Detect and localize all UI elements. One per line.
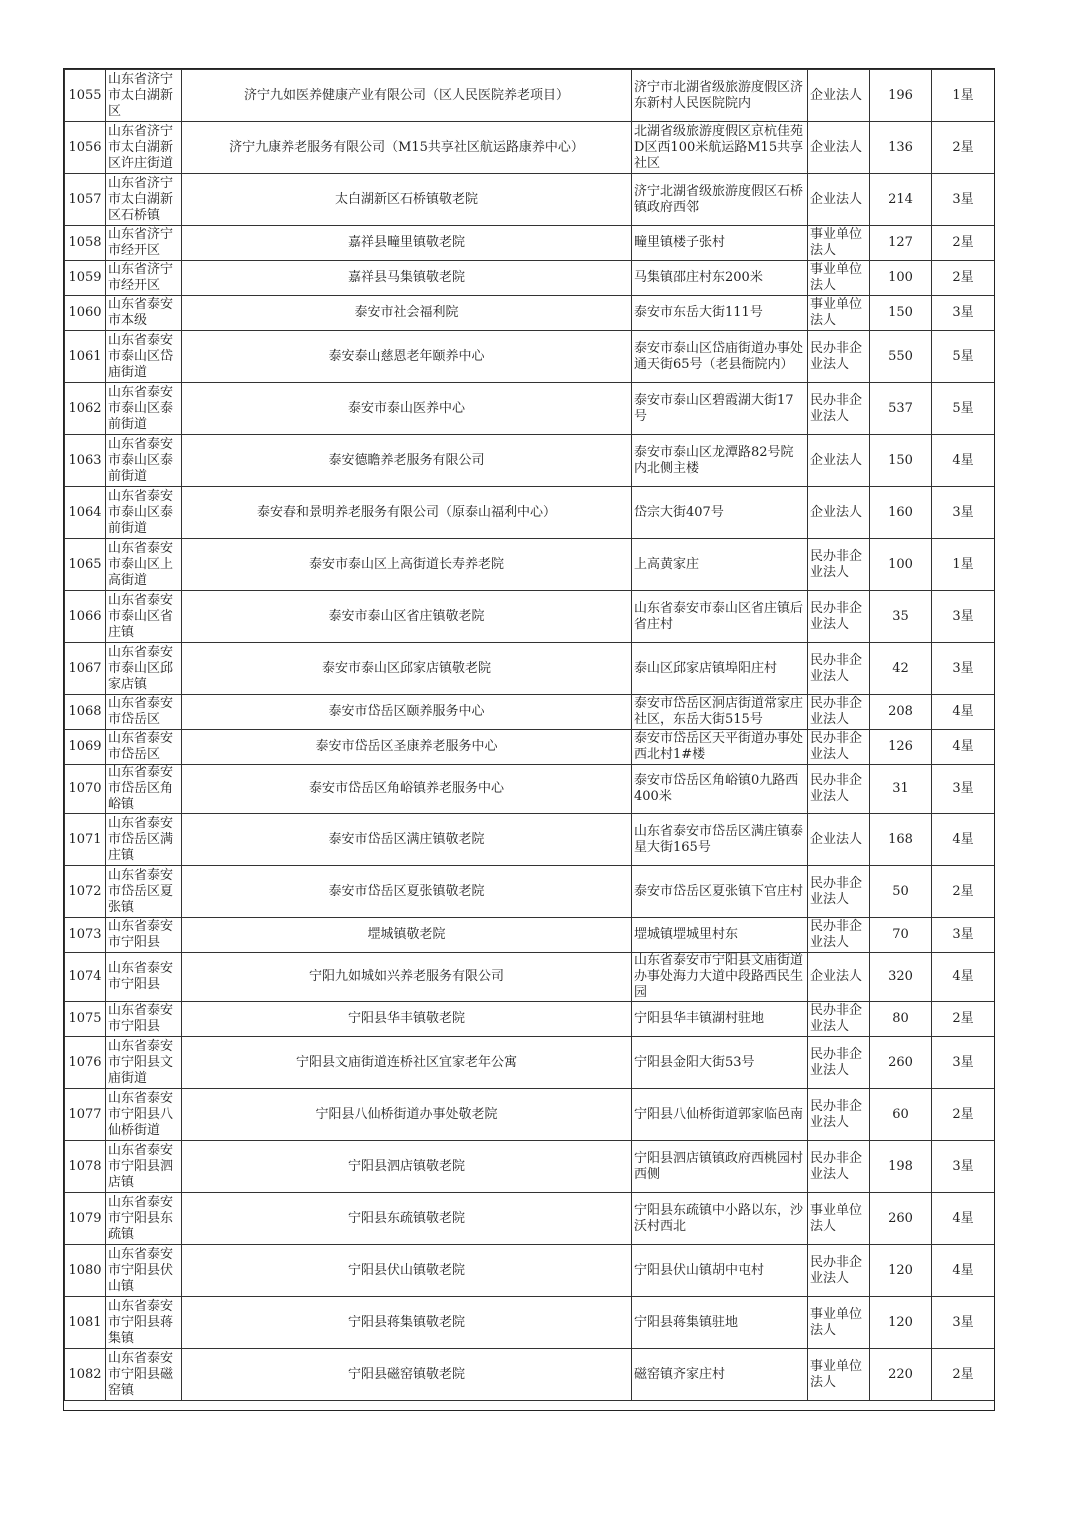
row-number: 1066 (65, 591, 106, 643)
row-institution-name: 宁阳县八仙桥街道办事处敬老院 (182, 1089, 632, 1141)
row-number: 1071 (65, 814, 106, 866)
row-number: 1079 (65, 1193, 106, 1245)
row-legal-type: 民办非企业法人 (808, 765, 870, 814)
table-row (65, 1193, 995, 1245)
row-number: 1056 (65, 122, 106, 174)
row-bed-count: 60 (870, 1089, 932, 1141)
row-star-rating: 4星 (932, 435, 995, 487)
row-number: 1064 (65, 487, 106, 539)
row-legal-type: 民办非企业法人 (808, 918, 870, 953)
table-row (65, 383, 995, 435)
table-row (65, 695, 995, 730)
row-number: 1082 (65, 1349, 106, 1401)
row-legal-type: 民办非企业法人 (808, 539, 870, 591)
row-legal-type: 民办非企业法人 (808, 591, 870, 643)
row-institution-name: 太白湖新区石桥镇敬老院 (182, 174, 632, 226)
row-institution-name: 泰安市岱岳区夏张镇敬老院 (182, 866, 632, 918)
row-institution-name: 泰安市泰山医养中心 (182, 383, 632, 435)
row-institution-name: 泰安市泰山区上高街道长寿养老院 (182, 539, 632, 591)
row-bed-count: 100 (870, 539, 932, 591)
row-bed-count: 214 (870, 174, 932, 226)
row-region: 山东省泰安市泰山区泰前街道 (106, 487, 182, 539)
table-row (65, 866, 995, 918)
row-region: 山东省泰安市宁阳县东疏镇 (106, 1193, 182, 1245)
row-star-rating: 3星 (932, 1037, 995, 1089)
row-star-rating: 4星 (932, 730, 995, 765)
institution-table (64, 69, 995, 1401)
row-bed-count: 100 (870, 261, 932, 296)
row-bed-count: 35 (870, 591, 932, 643)
row-number: 1059 (65, 261, 106, 296)
row-institution-name: 宁阳县磁窑镇敬老院 (182, 1349, 632, 1401)
row-region: 山东省泰安市岱岳区满庄镇 (106, 814, 182, 866)
row-address: 宁阳县泗店镇镇政府西桃园村西侧 (632, 1141, 808, 1193)
row-bed-count: 126 (870, 730, 932, 765)
table-row (65, 1089, 995, 1141)
table-row (65, 70, 995, 122)
row-region: 山东省泰安市岱岳区夏张镇 (106, 866, 182, 918)
row-region: 山东省泰安市岱岳区角峪镇 (106, 765, 182, 814)
row-legal-type: 民办非企业法人 (808, 1037, 870, 1089)
row-legal-type: 民办非企业法人 (808, 1089, 870, 1141)
row-address: 山东省泰安市宁阳县文庙街道办事处海力大道中段路西民生园 (632, 953, 808, 1002)
row-institution-name: 泰安市泰山区省庄镇敬老院 (182, 591, 632, 643)
row-star-rating: 2星 (932, 122, 995, 174)
table-row (65, 918, 995, 953)
row-region: 山东省济宁市太白湖新区石桥镇 (106, 174, 182, 226)
row-address: 泰安市岱岳区天平街道办事处西北村1#楼 (632, 730, 808, 765)
row-bed-count: 260 (870, 1193, 932, 1245)
row-star-rating: 2星 (932, 1002, 995, 1037)
row-number: 1058 (65, 226, 106, 261)
row-legal-type: 事业单位法人 (808, 1297, 870, 1349)
row-region: 山东省泰安市泰山区邱家店镇 (106, 643, 182, 695)
row-bed-count: 50 (870, 866, 932, 918)
row-number: 1057 (65, 174, 106, 226)
row-legal-type: 民办非企业法人 (808, 331, 870, 383)
row-star-rating: 3星 (932, 1141, 995, 1193)
row-address: 马集镇邵庄村东200米 (632, 261, 808, 296)
row-number: 1060 (65, 296, 106, 331)
table-row (65, 765, 995, 814)
row-institution-name: 宁阳县华丰镇敬老院 (182, 1002, 632, 1037)
row-number: 1068 (65, 695, 106, 730)
table-row (65, 487, 995, 539)
row-address: 泰安市岱岳区泂店街道常家庄社区，东岳大街515号 (632, 695, 808, 730)
row-number: 1069 (65, 730, 106, 765)
table-row (65, 261, 995, 296)
row-star-rating: 1星 (932, 70, 995, 122)
row-region: 山东省济宁市太白湖新区 (106, 70, 182, 122)
row-bed-count: 150 (870, 435, 932, 487)
row-star-rating: 4星 (932, 1193, 995, 1245)
row-legal-type: 企业法人 (808, 122, 870, 174)
row-region: 山东省泰安市宁阳县 (106, 918, 182, 953)
row-number: 1055 (65, 70, 106, 122)
row-number: 1065 (65, 539, 106, 591)
row-legal-type: 事业单位法人 (808, 1193, 870, 1245)
row-star-rating: 3星 (932, 918, 995, 953)
row-bed-count: 31 (870, 765, 932, 814)
row-star-rating: 2星 (932, 866, 995, 918)
row-institution-name: 泰安市岱岳区角峪镇养老服务中心 (182, 765, 632, 814)
row-number: 1063 (65, 435, 106, 487)
row-legal-type: 民办非企业法人 (808, 1141, 870, 1193)
row-region: 山东省泰安市宁阳县文庙街道 (106, 1037, 182, 1089)
row-address: 宁阳县八仙桥街道郭家临邑南 (632, 1089, 808, 1141)
row-region: 山东省泰安市宁阳县伏山镇 (106, 1245, 182, 1297)
row-bed-count: 150 (870, 296, 932, 331)
row-region: 山东省泰安市宁阳县 (106, 1002, 182, 1037)
table-row (65, 1141, 995, 1193)
row-star-rating: 3星 (932, 643, 995, 695)
row-legal-type: 事业单位法人 (808, 296, 870, 331)
row-address: 宁阳县东疏镇中小路以东，沙沃村西北 (632, 1193, 808, 1245)
row-address: 泰安市东岳大街111号 (632, 296, 808, 331)
row-star-rating: 2星 (932, 261, 995, 296)
row-star-rating: 3星 (932, 765, 995, 814)
row-star-rating: 3星 (932, 1297, 995, 1349)
row-region: 山东省泰安市宁阳县 (106, 953, 182, 1002)
table-row (65, 643, 995, 695)
row-number: 1078 (65, 1141, 106, 1193)
row-number: 1081 (65, 1297, 106, 1349)
table-row (65, 296, 995, 331)
row-bed-count: 80 (870, 1002, 932, 1037)
row-institution-name: 济宁九康养老服务有限公司（M15共享社区航运路康养中心） (182, 122, 632, 174)
row-star-rating: 2星 (932, 226, 995, 261)
row-institution-name: 宁阳县伏山镇敬老院 (182, 1245, 632, 1297)
row-number: 1074 (65, 953, 106, 1002)
row-institution-name: 宁阳县东疏镇敬老院 (182, 1193, 632, 1245)
row-bed-count: 537 (870, 383, 932, 435)
row-region: 山东省泰安市泰山区泰前街道 (106, 383, 182, 435)
row-legal-type: 民办非企业法人 (808, 695, 870, 730)
row-institution-name: 泰安市泰山区邱家店镇敬老院 (182, 643, 632, 695)
row-address: 泰安市泰山区碧霞湖大街17号 (632, 383, 808, 435)
row-number: 1072 (65, 866, 106, 918)
row-star-rating: 2星 (932, 1089, 995, 1141)
table-row (65, 814, 995, 866)
table-row (65, 1297, 995, 1349)
row-star-rating: 3星 (932, 174, 995, 226)
row-address: 泰安市岱岳区角峪镇0九路西400米 (632, 765, 808, 814)
row-bed-count: 220 (870, 1349, 932, 1401)
row-legal-type: 民办非企业法人 (808, 1002, 870, 1037)
row-bed-count: 70 (870, 918, 932, 953)
table-row (65, 122, 995, 174)
row-legal-type: 企业法人 (808, 953, 870, 1002)
table-row (65, 1349, 995, 1401)
row-region: 山东省泰安市岱岳区 (106, 730, 182, 765)
row-legal-type: 企业法人 (808, 70, 870, 122)
row-legal-type: 民办非企业法人 (808, 643, 870, 695)
row-address: 疃里镇楼子张村 (632, 226, 808, 261)
row-bed-count: 120 (870, 1297, 932, 1349)
row-number: 1067 (65, 643, 106, 695)
row-star-rating: 2星 (932, 1349, 995, 1401)
row-number: 1077 (65, 1089, 106, 1141)
row-bed-count: 160 (870, 487, 932, 539)
row-address: 宁阳县伏山镇胡中屯村 (632, 1245, 808, 1297)
row-number: 1080 (65, 1245, 106, 1297)
row-institution-name: 宁阳县蒋集镇敬老院 (182, 1297, 632, 1349)
row-address: 山东省泰安市岱岳区满庄镇泰星大街165号 (632, 814, 808, 866)
table-row (65, 435, 995, 487)
row-institution-name: 泰安泰山慈恩老年颐养中心 (182, 331, 632, 383)
row-bed-count: 196 (870, 70, 932, 122)
row-star-rating: 5星 (932, 331, 995, 383)
table-row (65, 174, 995, 226)
row-legal-type: 民办非企业法人 (808, 383, 870, 435)
row-region: 山东省济宁市太白湖新区许庄街道 (106, 122, 182, 174)
row-region: 山东省济宁市经开区 (106, 261, 182, 296)
row-legal-type: 企业法人 (808, 487, 870, 539)
row-bed-count: 42 (870, 643, 932, 695)
row-number: 1061 (65, 331, 106, 383)
table-row (65, 1037, 995, 1089)
row-institution-name: 泰安德瞻养老服务有限公司 (182, 435, 632, 487)
row-legal-type: 事业单位法人 (808, 226, 870, 261)
row-region: 山东省泰安市泰山区上高街道 (106, 539, 182, 591)
row-legal-type: 企业法人 (808, 814, 870, 866)
row-address: 堽城镇堽城里村东 (632, 918, 808, 953)
row-institution-name: 泰安市岱岳区颐养服务中心 (182, 695, 632, 730)
row-star-rating: 3星 (932, 487, 995, 539)
row-address: 岱宗大街407号 (632, 487, 808, 539)
row-institution-name: 济宁九如医养健康产业有限公司（区人民医院养老项目） (182, 70, 632, 122)
row-institution-name: 泰安市社会福利院 (182, 296, 632, 331)
row-institution-name: 泰安春和景明养老服务有限公司（原泰山福利中心） (182, 487, 632, 539)
row-institution-name: 泰安市岱岳区圣康养老服务中心 (182, 730, 632, 765)
table-row (65, 539, 995, 591)
row-address: 泰山区邱家店镇埠阳庄村 (632, 643, 808, 695)
row-star-rating: 3星 (932, 296, 995, 331)
row-bed-count: 168 (870, 814, 932, 866)
row-legal-type: 民办非企业法人 (808, 730, 870, 765)
row-region: 山东省泰安市宁阳县蒋集镇 (106, 1297, 182, 1349)
row-region: 山东省泰安市泰山区省庄镇 (106, 591, 182, 643)
table-row (65, 730, 995, 765)
row-star-rating: 5星 (932, 383, 995, 435)
row-institution-name: 堽城镇敬老院 (182, 918, 632, 953)
table-row (65, 953, 995, 1002)
row-address: 济宁市北湖省级旅游度假区济东新村人民医院院内 (632, 70, 808, 122)
table-row (65, 1002, 995, 1037)
row-address: 宁阳县华丰镇湖村驻地 (632, 1002, 808, 1037)
row-bed-count: 260 (870, 1037, 932, 1089)
row-address: 泰安市岱岳区夏张镇下官庄村 (632, 866, 808, 918)
row-number: 1062 (65, 383, 106, 435)
table-row (65, 226, 995, 261)
row-number: 1073 (65, 918, 106, 953)
table-row (65, 331, 995, 383)
row-legal-type: 事业单位法人 (808, 1349, 870, 1401)
row-region: 山东省泰安市岱岳区 (106, 695, 182, 730)
row-bed-count: 136 (870, 122, 932, 174)
row-institution-name: 嘉祥县疃里镇敬老院 (182, 226, 632, 261)
table-row (65, 1245, 995, 1297)
row-bed-count: 198 (870, 1141, 932, 1193)
row-address: 磁窑镇齐家庄村 (632, 1349, 808, 1401)
row-bed-count: 127 (870, 226, 932, 261)
table-row (65, 591, 995, 643)
row-number: 1070 (65, 765, 106, 814)
row-legal-type: 民办非企业法人 (808, 866, 870, 918)
row-region: 山东省泰安市本级 (106, 296, 182, 331)
row-bed-count: 120 (870, 1245, 932, 1297)
row-legal-type: 民办非企业法人 (808, 1245, 870, 1297)
row-star-rating: 4星 (932, 1245, 995, 1297)
row-star-rating: 3星 (932, 591, 995, 643)
row-address: 宁阳县金阳大街53号 (632, 1037, 808, 1089)
row-institution-name: 宁阳县泗店镇敬老院 (182, 1141, 632, 1193)
row-region: 山东省泰安市宁阳县磁窑镇 (106, 1349, 182, 1401)
row-number: 1076 (65, 1037, 106, 1089)
row-region: 山东省济宁市经开区 (106, 226, 182, 261)
row-star-rating: 4星 (932, 695, 995, 730)
row-legal-type: 事业单位法人 (808, 261, 870, 296)
row-bed-count: 320 (870, 953, 932, 1002)
row-bed-count: 208 (870, 695, 932, 730)
row-address: 济宁北湖省级旅游度假区石桥镇政府西邻 (632, 174, 808, 226)
row-star-rating: 1星 (932, 539, 995, 591)
row-number: 1075 (65, 1002, 106, 1037)
row-address: 泰安市泰山区龙潭路82号院内北侧主楼 (632, 435, 808, 487)
row-institution-name: 嘉祥县马集镇敬老院 (182, 261, 632, 296)
row-region: 山东省泰安市泰山区泰前街道 (106, 435, 182, 487)
row-address: 宁阳县蒋集镇驻地 (632, 1297, 808, 1349)
row-address: 泰安市泰山区岱庙街道办事处通天街65号（老县衙院内） (632, 331, 808, 383)
row-institution-name: 宁阳县文庙街道连桥社区宜家老年公寓 (182, 1037, 632, 1089)
row-address: 上高黄家庄 (632, 539, 808, 591)
row-legal-type: 企业法人 (808, 435, 870, 487)
row-star-rating: 4星 (932, 814, 995, 866)
row-institution-name: 泰安市岱岳区满庄镇敬老院 (182, 814, 632, 866)
row-address: 北湖省级旅游度假区京杭佳苑D区西100米航运路M15共享社区 (632, 122, 808, 174)
row-region: 山东省泰安市宁阳县八仙桥街道 (106, 1089, 182, 1141)
row-legal-type: 企业法人 (808, 174, 870, 226)
row-bed-count: 550 (870, 331, 932, 383)
row-region: 山东省泰安市宁阳县泗店镇 (106, 1141, 182, 1193)
row-institution-name: 宁阳九如城如兴养老服务有限公司 (182, 953, 632, 1002)
row-star-rating: 4星 (932, 953, 995, 1002)
row-address: 山东省泰安市泰山区省庄镇后省庄村 (632, 591, 808, 643)
row-region: 山东省泰安市泰山区岱庙街道 (106, 331, 182, 383)
